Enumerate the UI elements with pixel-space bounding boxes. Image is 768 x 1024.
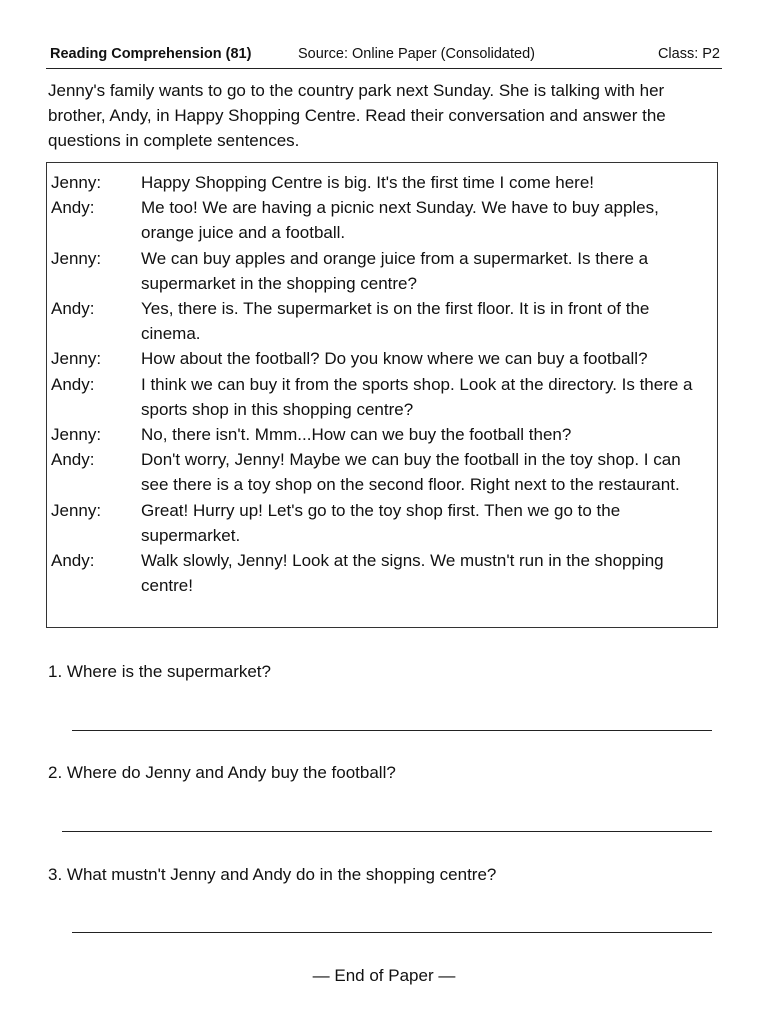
speaker-name: Andy: [51,551,95,571]
dialogue-turn [51,246,707,296]
answer-line-2[interactable] [62,831,712,832]
speaker-name: Andy: [51,450,95,470]
worksheet-title: Reading Comprehension (81) [50,46,252,62]
dialogue-line: We can buy apples and orange juice from a supermarket. Is there a supermarket in the shopping centre? [141,248,649,293]
speaker-name: Jenny: [51,173,102,192]
dialogue-line: How about the football? Do you know where we can buy a football? [141,349,648,369]
dialogue-turn [51,346,707,371]
dialogue-line: Walk slowly, Jenny! Look at the signs. We mustn't run in the shopping centre! [141,551,664,596]
speaker-name: Jenny: [51,248,102,268]
dialogue-line: Me too! We are having a picnic next Sunday. We have to buy apples, orange juice and a football. [141,198,659,243]
speaker-name: Andy: [51,299,95,319]
dialogue-turn [51,498,707,548]
answer-line-3[interactable] [72,932,712,933]
speaker-name: Andy: [51,198,95,218]
dialogue-turn [51,195,707,245]
speaker-name: Andy: [51,374,95,394]
dialogue-line: Great! Hurry up! Let's go to the toy shop first. Then we go to the supermarket. [141,500,621,545]
dialogue-turn [51,170,707,195]
answer-line-1[interactable] [72,730,712,731]
question-2: 2. Where do Jenny and Andy buy the football? [48,763,396,782]
dialogue-line: No, there isn't. Mmm...How can we buy the football then? [141,425,572,445]
class-label: Class: P2 [657,46,720,62]
dialogue-box [46,162,718,628]
dialogue-turn [51,548,707,598]
question-1: 1. Where is the supermarket? [48,662,271,681]
speaker-name: Jenny: [51,349,102,369]
dialogue-turn [51,422,707,447]
dialogue-line: I think we can buy it from the sports shop. Look at the directory. Is there a sports shop in this shopping centre? [141,374,693,419]
dialogue-line: Don't worry, Jenny! Maybe we can buy the football in the toy shop. I can see there is a toy shop on the second floor. Right next to the restaurant. [141,450,681,495]
dialogue-line: Yes, there is. The supermarket is on the first floor. It is in front of the cinema. [141,299,650,344]
dialogue-turn [51,447,707,497]
speaker-name: Jenny: [51,500,102,520]
intro-paragraph: Jenny's family wants to go to the country park next Sunday. She is talking with her brother, Andy, in Happy Shopping Centre. Read their conversation and answer the questions in complete sentences. [48,81,666,150]
question-3: 3. What mustn't Jenny and Andy do in the shopping centre? [48,865,497,884]
speaker-name: Jenny: [51,425,102,445]
dialogue-line: Happy Shopping Centre is big. It's the first time I come here! [141,173,595,192]
end-of-paper: — End of Paper — [312,966,456,985]
dialogue-turn [51,296,707,346]
source-label: Source: Online Paper (Consolidated) [298,46,535,62]
page-header [46,44,722,69]
dialogue-turn [51,372,707,422]
